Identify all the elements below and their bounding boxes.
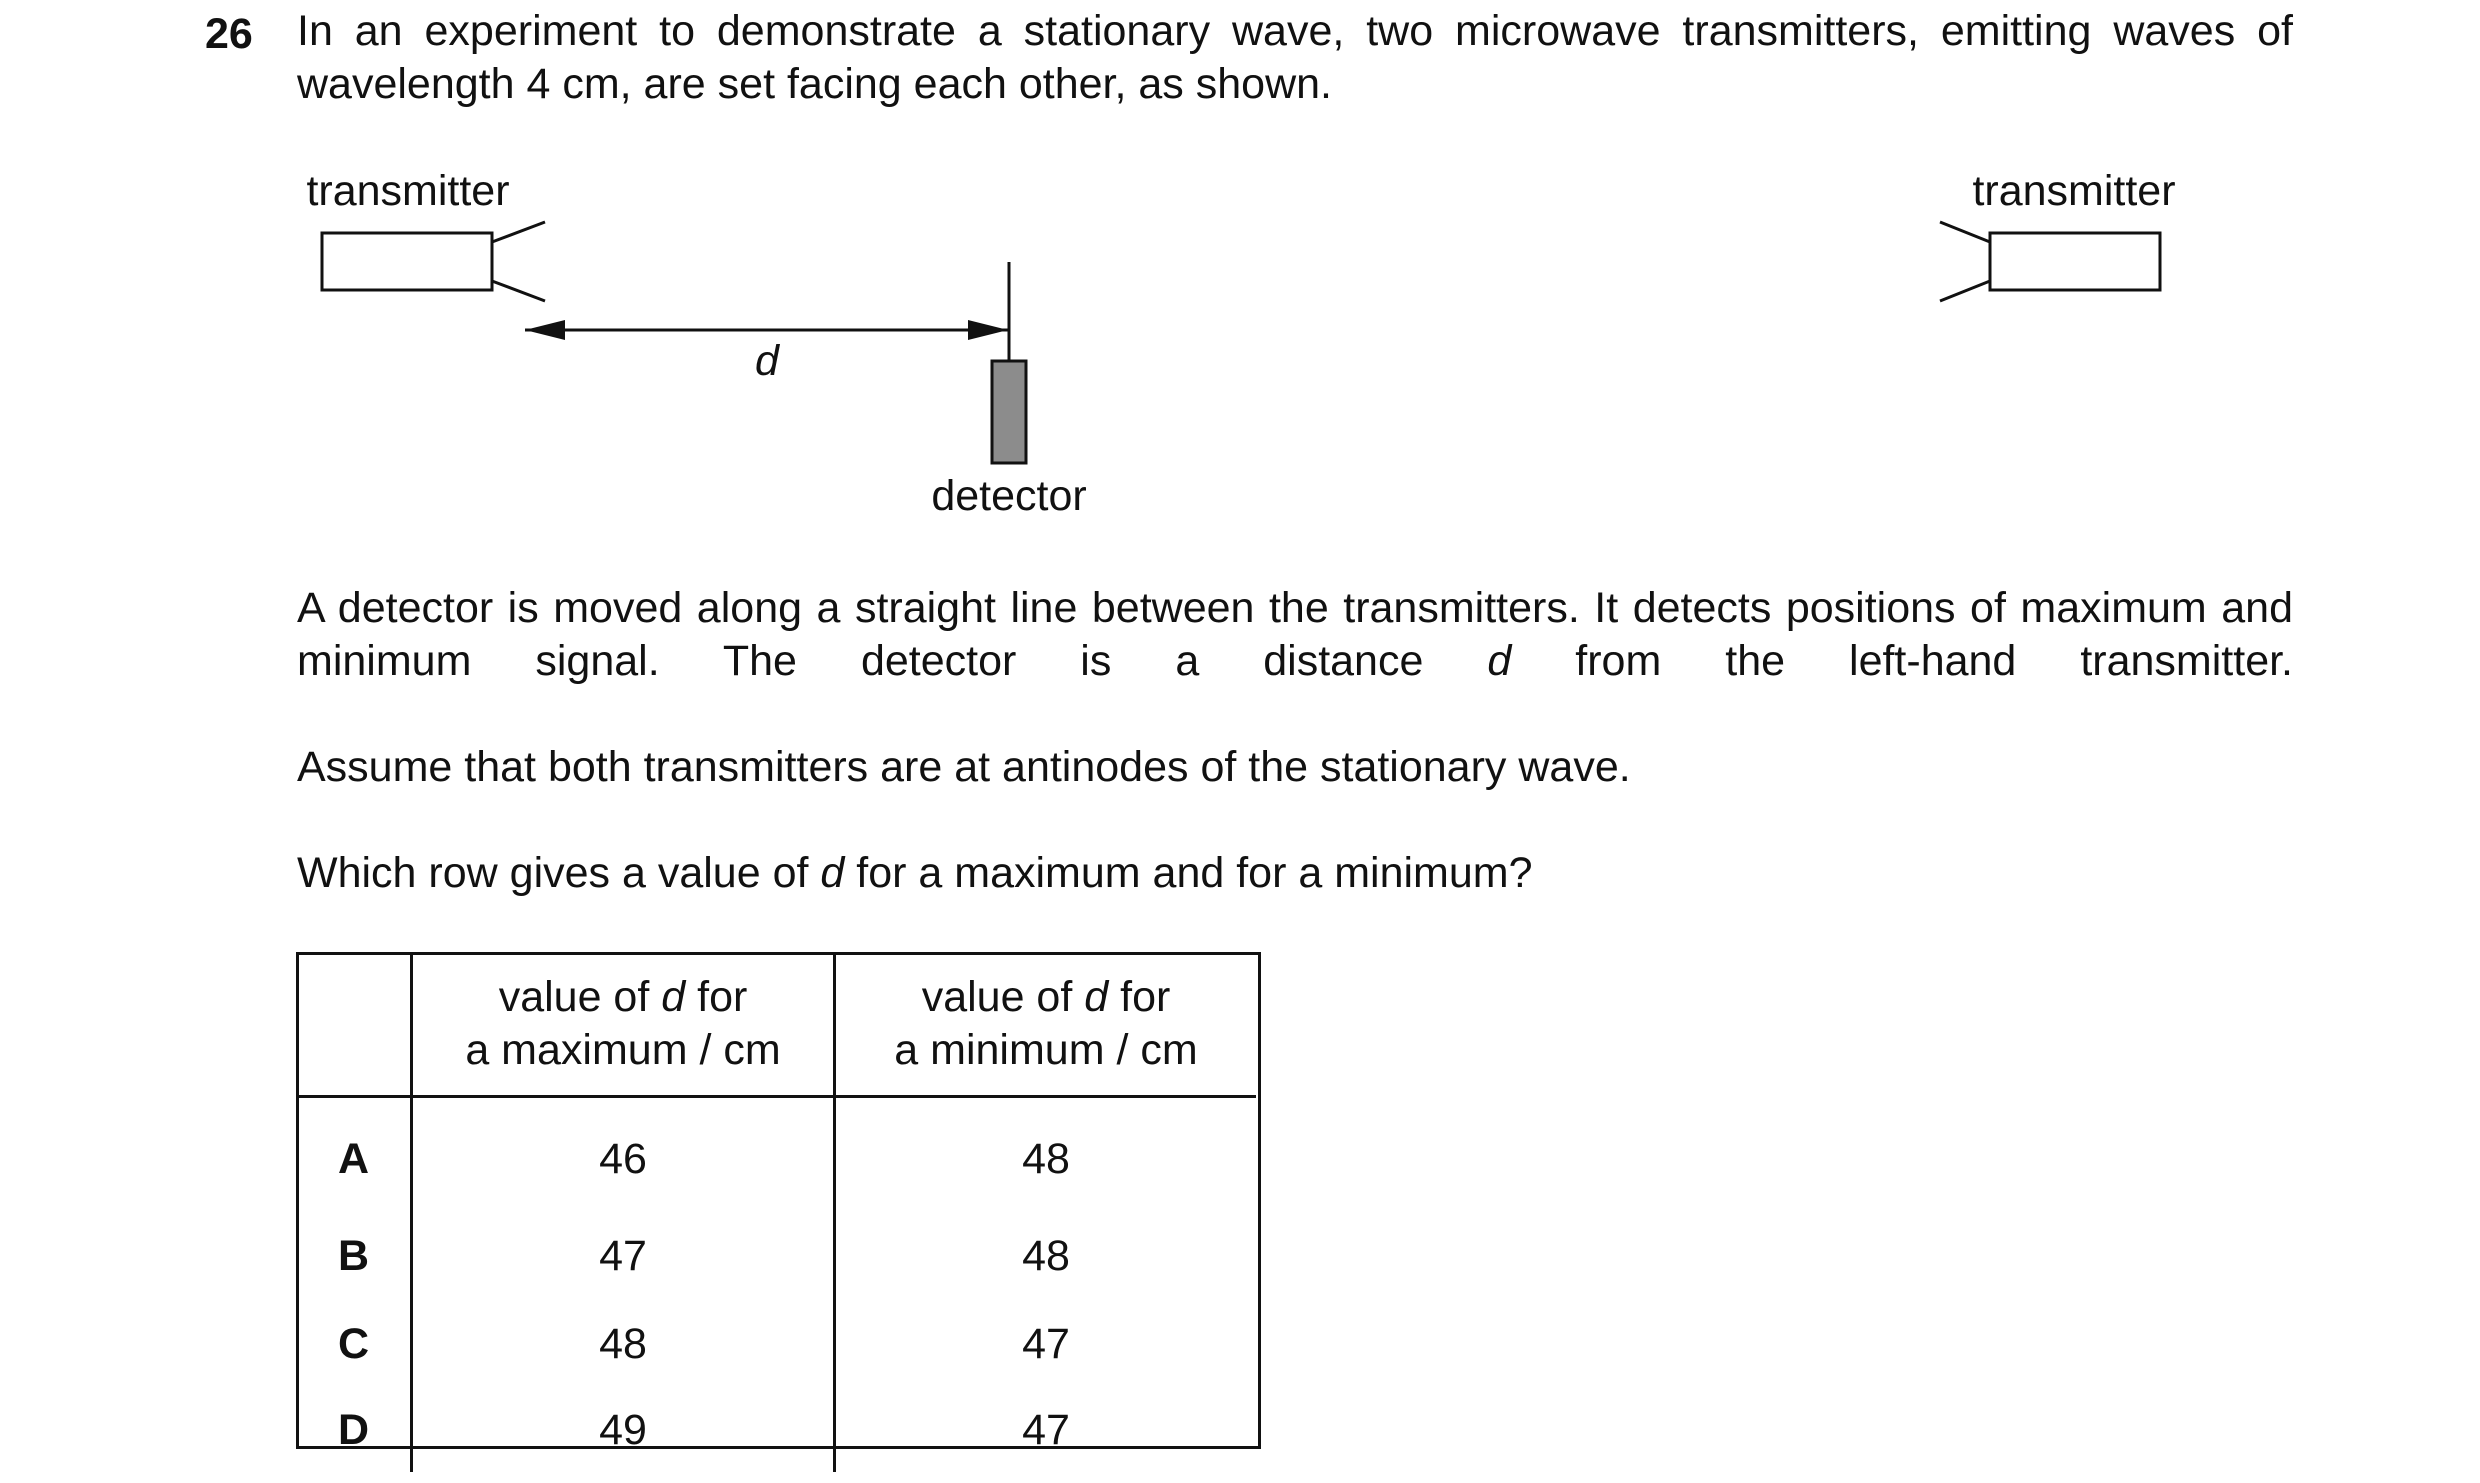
text-run: Which row gives a value of: [297, 849, 821, 897]
right-transmitter-label: transmitter: [1972, 167, 2176, 215]
text-run: for a maximum and for a minimum?: [844, 849, 1533, 897]
answer-table: [297, 953, 1256, 1472]
table-row: [297, 1097, 1256, 1213]
option-letter: A: [297, 1097, 412, 1213]
variable-d: d: [1084, 973, 1109, 1021]
header-blank-cell: [297, 953, 412, 1097]
maximum-value: 49: [412, 1388, 835, 1472]
text-run: for: [1108, 973, 1171, 1021]
question-stem: In an experiment to demonstrate a stationary wave, two microwave transmitters, emitting waves of wavelength 4 cm, are set facing each other, as shown.: [297, 7, 2293, 108]
option-letter: D: [297, 1388, 412, 1472]
maximum-value: 48: [412, 1300, 835, 1388]
maximum-value: 46: [412, 1097, 835, 1213]
detector-label: detector: [931, 472, 1087, 520]
left-transmitter-label: transmitter: [306, 167, 510, 215]
minimum-value: 47: [1022, 1319, 1070, 1368]
text-run: a minimum / cm: [894, 1026, 1198, 1074]
minimum-value: 48: [1022, 1134, 1070, 1183]
text-run: a maximum / cm: [465, 1026, 781, 1074]
text-run: value of: [498, 973, 662, 1021]
header-maximum: [412, 953, 835, 1097]
text-run: A detector is moved along a straight line between the transmitters. It detects positions of maximum and minimum signal. The detector is a distance: [297, 584, 2293, 685]
right-transmitter: [1940, 222, 2160, 301]
table-row: [297, 1388, 1256, 1472]
table-row: [297, 1212, 1256, 1300]
table-row: [297, 1300, 1256, 1388]
variable-d: d: [661, 973, 686, 1021]
minimum-value: 47: [1022, 1405, 1070, 1454]
text-run: for: [685, 973, 748, 1021]
left-transmitter: [322, 222, 545, 301]
maximum-value: 47: [412, 1212, 835, 1300]
text-run: value of: [921, 973, 1085, 1021]
experiment-diagram: [0, 0, 2480, 560]
question-number: 26: [205, 10, 253, 58]
assumption-text: Assume that both transmitters are at antinodes of the stationary wave.: [297, 743, 1631, 791]
option-letter: C: [297, 1300, 412, 1388]
variable-d: d: [820, 849, 845, 897]
minimum-value: 48: [1022, 1231, 1070, 1280]
option-letter: B: [297, 1212, 412, 1300]
question-prompt: [297, 847, 2293, 900]
variable-d: d: [1487, 637, 1512, 685]
header-minimum: [835, 953, 1257, 1097]
detector: [992, 262, 1026, 463]
detector-description: [297, 582, 2293, 688]
distance-label: d: [755, 337, 779, 385]
table-header-row: [297, 953, 1256, 1097]
text-run: from the left-hand transmitter.: [1511, 637, 2293, 685]
